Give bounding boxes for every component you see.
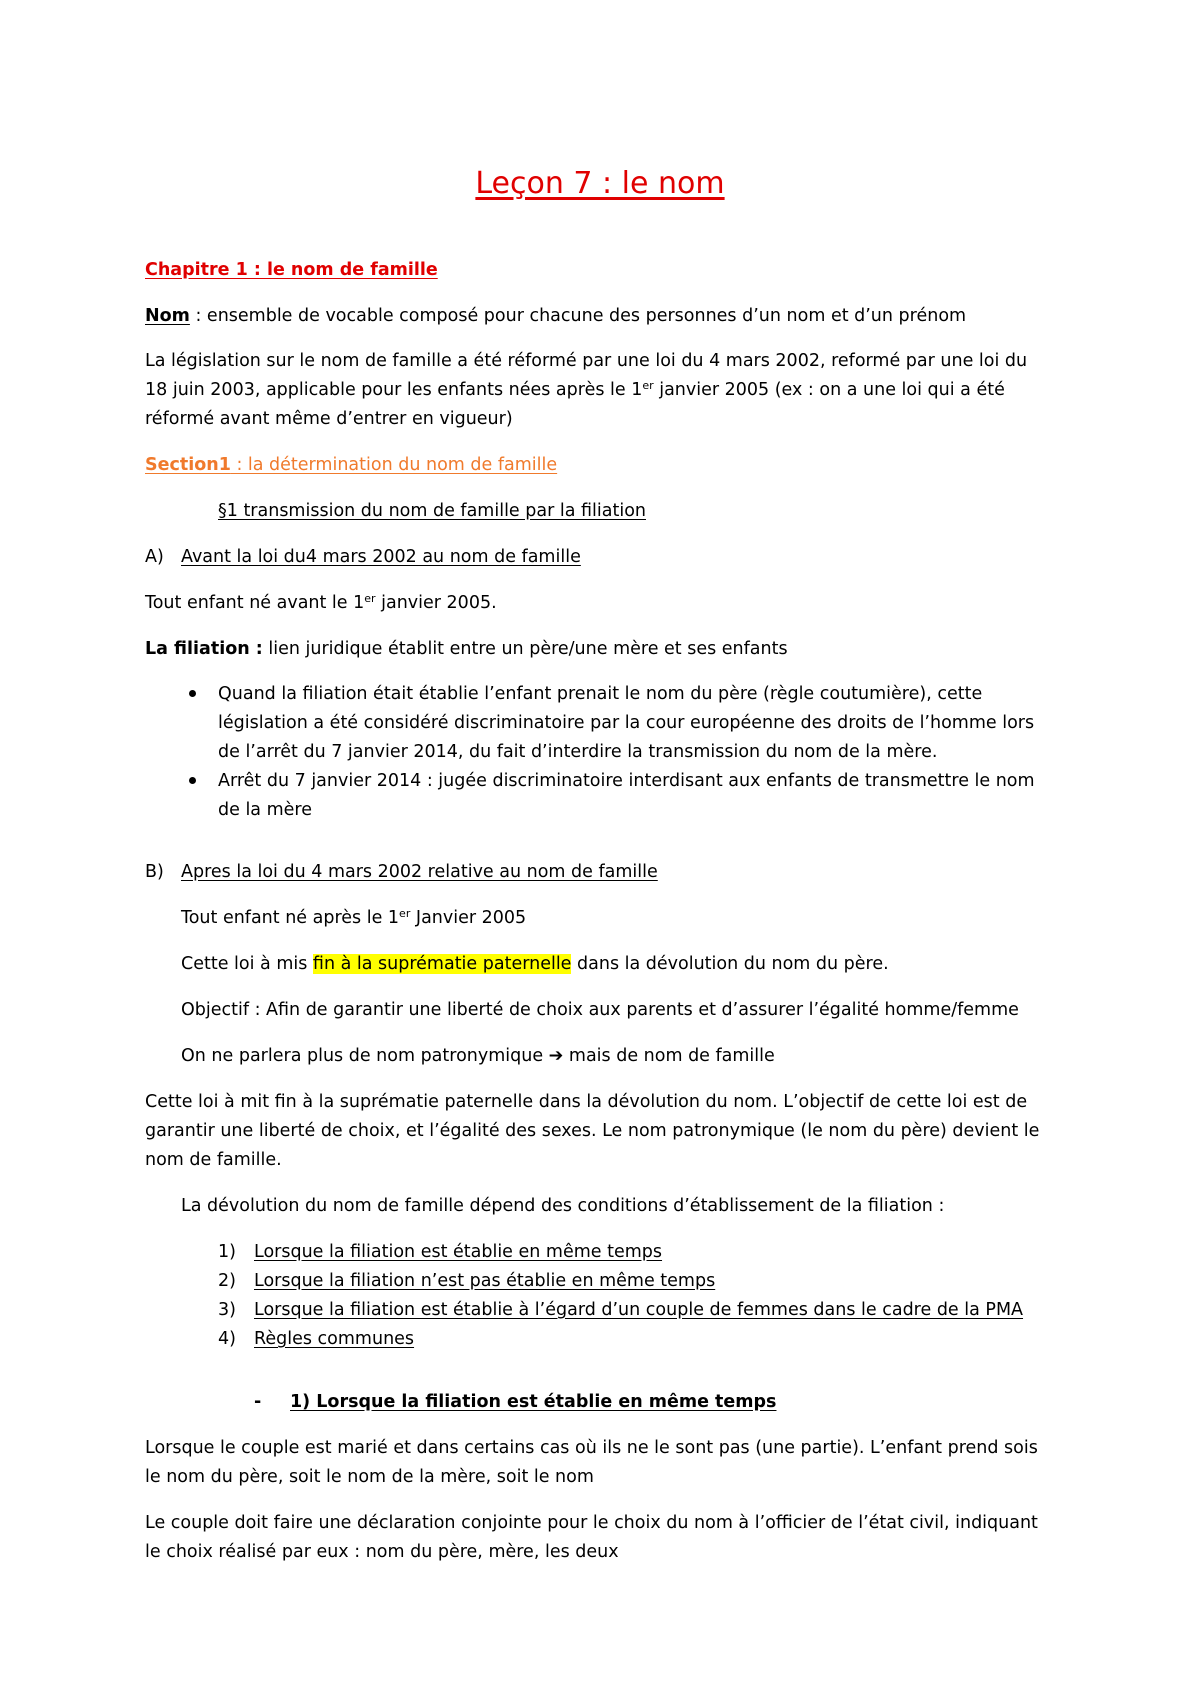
paragraph-line: La dévolution du nom de famille dépend des conditions d’établissement de la filiation : xyxy=(181,1196,945,1216)
section-title: : la détermination du nom de famille xyxy=(230,455,558,475)
text-fragment: Tout enfant né après le 1 xyxy=(181,908,400,928)
part-b-heading: Apres la loi du 4 mars 2002 relative au nom de famille xyxy=(181,862,658,882)
text-fragment: janvier 2005. xyxy=(375,593,497,613)
paragraph-line: Le couple doit faire une déclaration conjointe pour le choix du nom à l’officier de l’état civil, indiquant xyxy=(145,1513,1038,1533)
list-item: Lorsque la filiation est établie en même temps xyxy=(254,1242,663,1262)
filiation-definition xyxy=(145,638,788,660)
list-number: 2) xyxy=(218,1271,236,1291)
list-item: Lorsque la filiation n’est pas établie en même temps xyxy=(254,1271,716,1291)
page-title: Leçon 7 : le nom xyxy=(475,166,725,201)
paragraph-line: garantir une liberté de choix, et l’égalité des sexes. Le nom patronymique (le nom du père) devient le xyxy=(145,1121,1040,1141)
part-a-heading: Avant la loi du4 mars 2002 au nom de famille xyxy=(181,547,581,567)
paragraph-line: réformé avant même d’entrer en vigueur) xyxy=(145,409,513,429)
arrow-right-icon: ➔ xyxy=(548,1046,564,1066)
bullet-line: de la mère xyxy=(218,800,312,820)
superscript: er xyxy=(642,379,654,392)
paragraph-line xyxy=(181,953,889,975)
list-item: Lorsque la filiation est établie à l’égard d’un couple de femmes dans le cadre de la PMA xyxy=(254,1300,1024,1320)
list-number: 1) xyxy=(218,1242,236,1262)
paragraph-line xyxy=(181,1045,775,1067)
chapter-heading: Chapitre 1 : le nom de famille xyxy=(145,260,438,280)
text-fragment: 18 juin 2003, applicable pour les enfants nées après le 1 xyxy=(145,380,643,400)
bullet-line: législation a été considéré discriminatoire par la cour européenne des droits de l’homme lors xyxy=(218,713,1035,733)
paragraph-line: Cette loi à mit fin à la suprématie paternelle dans la dévolution du nom. L’objectif de cette loi est de xyxy=(145,1092,1028,1112)
bullet-line: Quand la filiation était établie l’enfant prenait le nom du père (règle coutumière), cette xyxy=(218,684,983,704)
paragraph-line xyxy=(145,379,1005,401)
paragraph-line: le choix réalisé par eux : nom du père, mère, les deux xyxy=(145,1542,619,1562)
paragraph-line xyxy=(145,592,497,614)
list-item: Règles communes xyxy=(254,1329,415,1349)
text-fragment: mais de nom de famille xyxy=(563,1046,775,1066)
nom-term: Nom xyxy=(145,306,190,326)
nom-definition-text: : ensemble de vocable composé pour chacune des personnes d’un nom et d’un prénom xyxy=(189,306,967,326)
section-heading xyxy=(145,454,557,476)
section-label: Section1 xyxy=(145,455,231,475)
paragraph-line: le nom du père, soit le nom de la mère, soit le nom xyxy=(145,1467,594,1487)
part-a-marker: A) xyxy=(145,547,164,567)
paragraph-line: Lorsque le couple est marié et dans certains cas où ils ne le sont pas (une partie). L’enfant prend sois xyxy=(145,1438,1038,1458)
subsection-heading: 1) Lorsque la filiation est établie en même temps xyxy=(290,1392,777,1412)
part-b-marker: B) xyxy=(145,862,164,882)
paragraph-heading: §1 transmission du nom de famille par la filiation xyxy=(218,501,646,521)
text-fragment: Janvier 2005 xyxy=(410,908,527,928)
highlighted-text: fin à la suprématie paternelle xyxy=(312,954,572,974)
text-fragment: janvier 2005 (ex : on a une loi qui a été xyxy=(653,380,1005,400)
text-fragment: On ne parlera plus de nom patronymique xyxy=(181,1046,549,1066)
bullet-icon xyxy=(189,777,196,784)
bullet-line: Arrêt du 7 janvier 2014 : jugée discriminatoire interdisant aux enfants de transmettre le nom xyxy=(218,771,1035,791)
list-number: 3) xyxy=(218,1300,236,1320)
bullet-line: de l’arrêt du 7 janvier 2014, du fait d’interdire la transmission du nom de la mère. xyxy=(218,742,938,762)
paragraph-line: Objectif : Afin de garantir une liberté de choix aux parents et d’assurer l’égalité homme/femme xyxy=(181,1000,1019,1020)
text-fragment: Tout enfant né avant le 1 xyxy=(145,593,365,613)
filiation-term: La filiation : xyxy=(145,639,263,659)
text-fragment: dans la dévolution du nom du père. xyxy=(571,954,889,974)
bullet-icon xyxy=(189,690,196,697)
superscript: er xyxy=(364,592,376,605)
paragraph-line: nom de famille. xyxy=(145,1150,282,1170)
list-number: 4) xyxy=(218,1329,236,1349)
superscript: er xyxy=(399,907,411,920)
text-fragment: Cette loi à mis xyxy=(181,954,313,974)
nom-definition xyxy=(145,305,966,327)
paragraph-line xyxy=(181,907,526,929)
paragraph-line: La législation sur le nom de famille a été réformé par une loi du 4 mars 2002, reformé par une loi du xyxy=(145,351,1028,371)
filiation-text: lien juridique établit entre un père/une mère et ses enfants xyxy=(262,639,788,659)
dash-marker: - xyxy=(254,1392,262,1412)
